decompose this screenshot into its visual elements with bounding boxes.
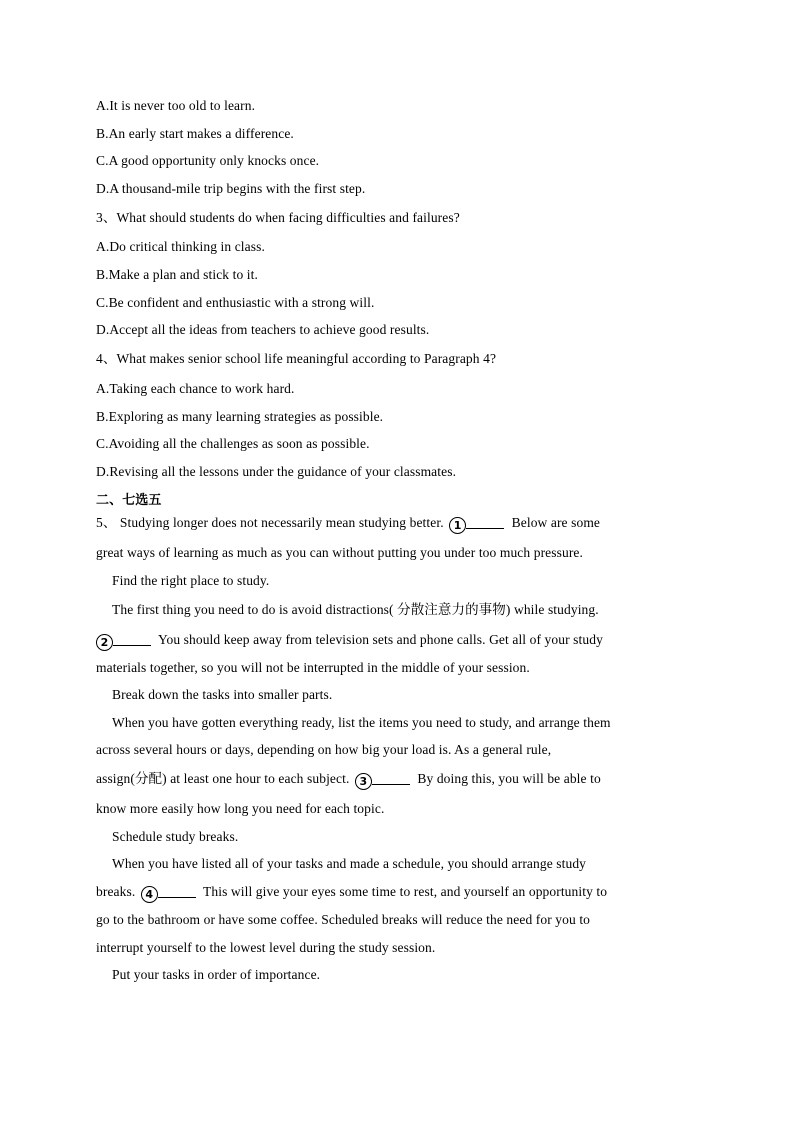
q2-option-c: C.A good opportunity only knocks once. bbox=[96, 153, 320, 168]
q2-option-b: B.An early start makes a difference. bbox=[96, 126, 294, 141]
blank-2 bbox=[113, 633, 151, 646]
passage-text: 5、 Studying longer does not necessarily mean studying better. bbox=[96, 515, 444, 530]
blank-1 bbox=[466, 516, 504, 529]
subheading-3: Schedule study breaks. bbox=[112, 829, 239, 844]
q4-option-b: B.Exploring as many learning strategies as possible. bbox=[96, 409, 384, 424]
blank-marker-2: 2 bbox=[96, 634, 113, 651]
passage-text: assign(分配) at least one hour to each subject. bbox=[96, 771, 350, 786]
blank-marker-1: 1 bbox=[449, 517, 466, 534]
passage-text: By doing this, you will be able to bbox=[417, 771, 601, 786]
passage-line bbox=[96, 770, 706, 790]
q2-option-d: D.A thousand-mile trip begins with the first step. bbox=[96, 181, 366, 196]
subheading-2: Break down the tasks into smaller parts. bbox=[112, 687, 333, 702]
passage-text: breaks. bbox=[96, 884, 136, 899]
passage-line: across several hours or days, depending on how big your load is. As a general rule, bbox=[96, 742, 552, 757]
passage-line: materials together, so you will not be interrupted in the middle of your session. bbox=[96, 660, 530, 675]
blank-4 bbox=[158, 885, 196, 898]
q4-option-c: C.Avoiding all the challenges as soon as possible. bbox=[96, 436, 370, 451]
q2-option-a: A.It is never too old to learn. bbox=[96, 98, 256, 113]
subheading-1: Find the right place to study. bbox=[112, 573, 270, 588]
passage-line: go to the bathroom or have some coffee. Scheduled breaks will reduce the need for you to bbox=[96, 912, 591, 927]
passage-line: When you have listed all of your tasks and made a schedule, you should arrange study bbox=[112, 856, 587, 871]
passage-line: know more easily how long you need for each topic. bbox=[96, 801, 385, 816]
q4-option-d: D.Revising all the lessons under the guidance of your classmates. bbox=[96, 464, 457, 479]
passage-text: This will give your eyes some time to rest, and yourself an opportunity to bbox=[203, 884, 608, 899]
passage-line: When you have gotten everything ready, list the items you need to study, and arrange them bbox=[112, 715, 611, 730]
q4-option-a: A.Taking each chance to work hard. bbox=[96, 381, 295, 396]
subheading-4: Put your tasks in order of importance. bbox=[112, 967, 321, 982]
q3-option-c: C.Be confident and enthusiastic with a strong will. bbox=[96, 295, 375, 310]
blank-marker-3: 3 bbox=[355, 773, 372, 790]
passage-text: You should keep away from television sets and phone calls. Get all of your study bbox=[157, 632, 603, 647]
passage-line bbox=[96, 883, 706, 903]
q3-option-b: B.Make a plan and stick to it. bbox=[96, 267, 258, 282]
passage-line: The first thing you need to do is avoid distractions( 分散注意力的事物) while studying. bbox=[112, 602, 599, 617]
blank-marker-4: 4 bbox=[141, 886, 158, 903]
passage-line bbox=[96, 631, 706, 651]
passage-line: great ways of learning as much as you can without putting you under too much pressure. bbox=[96, 545, 583, 560]
passage-line: interrupt yourself to the lowest level during the study session. bbox=[96, 940, 436, 955]
q3-stem: 3、What should students do when facing difficulties and failures? bbox=[96, 210, 460, 225]
q4-stem: 4、What makes senior school life meaningful according to Paragraph 4? bbox=[96, 351, 497, 366]
passage-line bbox=[96, 514, 706, 534]
q3-option-d: D.Accept all the ideas from teachers to achieve good results. bbox=[96, 322, 430, 337]
blank-3 bbox=[372, 772, 410, 785]
passage-text: Below are some bbox=[511, 515, 601, 530]
q3-option-a: A.Do critical thinking in class. bbox=[96, 239, 265, 254]
section-title: 二、七选五 bbox=[96, 493, 162, 508]
